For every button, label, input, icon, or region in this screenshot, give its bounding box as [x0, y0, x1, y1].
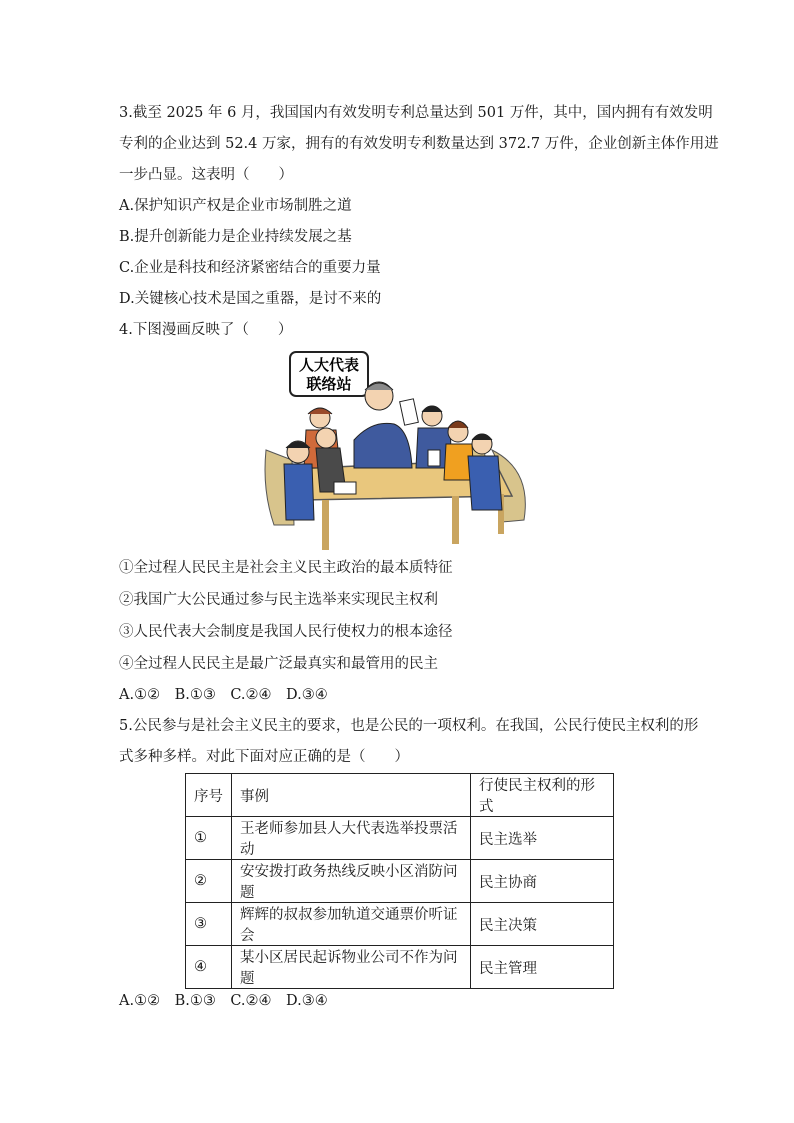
- row-form: 民主管理: [471, 946, 614, 989]
- table-header-row: [186, 774, 614, 817]
- q4-statement-1: ①全过程人民民主是社会主义民主政治的最本质特征: [119, 560, 453, 576]
- row-example: 王老师参加县人大代表选举投票活动: [232, 817, 471, 860]
- q4-statement-4: ④全过程人民民主是最广泛最真实和最管用的民主: [119, 656, 438, 672]
- sign-line2: 联络站: [306, 375, 352, 393]
- q4-statement-2: ②我国广大公民通过参与民主选举来实现民主权利: [119, 592, 438, 608]
- table-row: [186, 817, 614, 860]
- row-number: ①: [186, 817, 232, 860]
- header-cell-number: 序号: [186, 774, 232, 817]
- q3-option-c: C.企业是科技和经济紧密结合的重要力量: [119, 260, 381, 276]
- header-cell-example: 事例: [232, 774, 471, 817]
- cartoon-illustration: [262, 350, 532, 555]
- header-cell-form: 行使民主权利的形式: [471, 774, 614, 817]
- row-form: 民主协商: [471, 860, 614, 903]
- liaison-station-sign: [290, 352, 368, 396]
- q4-answer-options: A.①② B.①③ C.②④ D.③④: [119, 687, 328, 703]
- q5-stem-line1: 5.公民参与是社会主义民主的要求，也是公民的一项权利。在我国，公民行使民主权利的形: [119, 718, 699, 734]
- sign-line1: 人大代表: [298, 356, 360, 374]
- q3-stem-line2: 专利的企业达到 52.4 万家，拥有的有效发明专利数量达到 372.7 万件，企业创新主体作用进: [119, 136, 719, 152]
- q4-stem: 4.下图漫画反映了（ ）: [119, 322, 293, 338]
- row-example: 安安拨打政务热线反映小区消防问题: [232, 860, 471, 903]
- row-number: ④: [186, 946, 232, 989]
- q5-stem-line2: 式多种多样。对此下面对应正确的是（ ）: [119, 749, 409, 765]
- row-number: ②: [186, 860, 232, 903]
- q5-answer-options: A.①② B.①③ C.②④ D.③④: [119, 993, 328, 1009]
- row-form: 民主选举: [471, 817, 614, 860]
- row-form: 民主决策: [471, 903, 614, 946]
- row-number: ③: [186, 903, 232, 946]
- citizen-figures-left: [284, 408, 356, 520]
- q3-option-a: A.保护知识产权是企业市场制胜之道: [119, 198, 352, 214]
- row-example: 某小区居民起诉物业公司不作为问题: [232, 946, 471, 989]
- q3-stem-line1: 3.截至 2025 年 6 月，我国国内有效发明专利总量达到 501 万件，其中，国内拥有有效发明: [119, 105, 713, 121]
- table-row: [186, 860, 614, 903]
- table-row: [186, 946, 614, 989]
- table-row: [186, 903, 614, 946]
- q4-statement-3: ③人民代表大会制度是我国人民行使权力的根本途径: [119, 624, 453, 640]
- q5-table: [185, 773, 614, 989]
- q3-stem-line3: 一步凸显。这表明（ ）: [119, 167, 293, 183]
- q3-option-d: D.关键核心技术是国之重器，是讨不来的: [119, 291, 382, 307]
- q3-option-b: B.提升创新能力是企业持续发展之基: [119, 229, 352, 245]
- row-example: 辉辉的叔叔参加轨道交通票价听证会: [232, 903, 471, 946]
